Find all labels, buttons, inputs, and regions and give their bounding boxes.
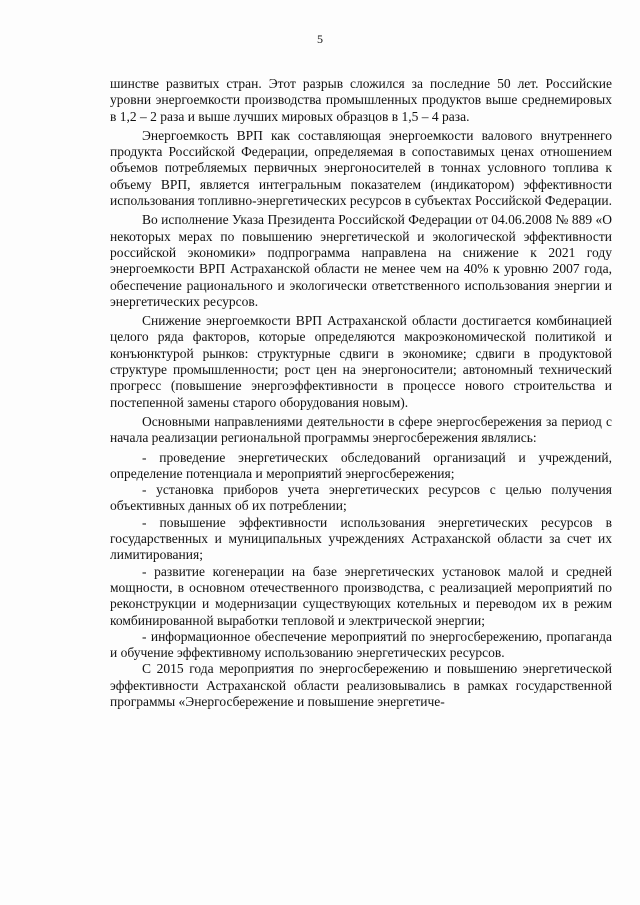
list-item-metering-devices: - установка приборов учета энергетических ресурсов с целью получения объективных данных об их потреблении; — [110, 482, 612, 514]
paragraph-continuation: шинстве развитых стран. Этот разрыв сложился за последние 50 лет. Российские уровни энергоемкости производства промышленных продуктов выше среднемировых в 1,2 – 2 раза и выше лучших мировых образцов в 1,5 – 4 раза. — [110, 76, 612, 124]
paragraph-reduction-factors: Снижение энергоемкости ВРП Астраханской области достигается комбинацией целого ряда факторов, которые определяются макроэкономической политикой и конъюнктурой рынков: структурные сдвиги в экономике; сдвиги в продуктовой структуре промышленности; рост цен на энергоносители; автономный технический прогресс (повышение энергоэффективности в процессе нового строительства и постепенной замены старого оборудования новым). — [110, 313, 612, 410]
list-item-limiting-use: - повышение эффективности использования энергетических ресурсов в государственных и муниципальных учреждениях Астраханской области за счет их лимитирования; — [110, 514, 612, 563]
document-body — [110, 76, 612, 713]
paragraph-presidential-decree: Во исполнение Указа Президента Российской Федерации от 04.06.2008 № 889 «О некоторых мерах по повышению энергетической и экологической эффективности российской экономики» подпрограмма направлена на снижение к 2021 году энергоемкости ВРП Астраханской области не менее чем на 40% к уровню 2007 года, обеспечение рационального и экологически ответственного использования энергии и энергетических ресурсов. — [110, 212, 612, 309]
paragraph-since-2015: С 2015 года мероприятия по энергосбережению и повышению энергетической эффективности Астраханской области реализовывались в рамках государственной программы «Энергосбережение и повышение энергетиче- — [110, 661, 612, 709]
list-item-energy-audits: - проведение энергетических обследований организаций и учреждений, определение потенциала и мероприятий энергосбережения; — [110, 449, 612, 481]
list-item-cogeneration: - развитие когенерации на базе энергетических установок малой и средней мощности, в основном отечественного производства, с реализацией мероприятий по реконструкции и модернизации существующих котельных и переводом их в режим комбинированной выработки тепловой и электрической энергии; — [110, 563, 612, 628]
paragraph-energy-intensity-grp: Энергоемкость ВРП как составляющая энергоемкости валового внутреннего продукта Российской Федерации, определяемая в сопоставимых ценах отношением объемов потребляемых первичных энергоносителей в тоннах условного топлива к объему ВРП, является интегральным показателем (индикатором) эффективности использования топливно-энергетических ресурсов в субъектах Российской Федерации. — [110, 127, 613, 209]
page-number: 5 — [317, 32, 323, 46]
list-item-information-support: - информационное обеспечение мероприятий по энергосбережению, пропаганда и обучение эффективному использованию энергетических ресурсов. — [110, 628, 612, 661]
paragraph-main-directions: Основными направлениями деятельности в сфере энергосбережения за период с начала реализации региональной программы энергосбережения являлись: — [110, 413, 612, 446]
